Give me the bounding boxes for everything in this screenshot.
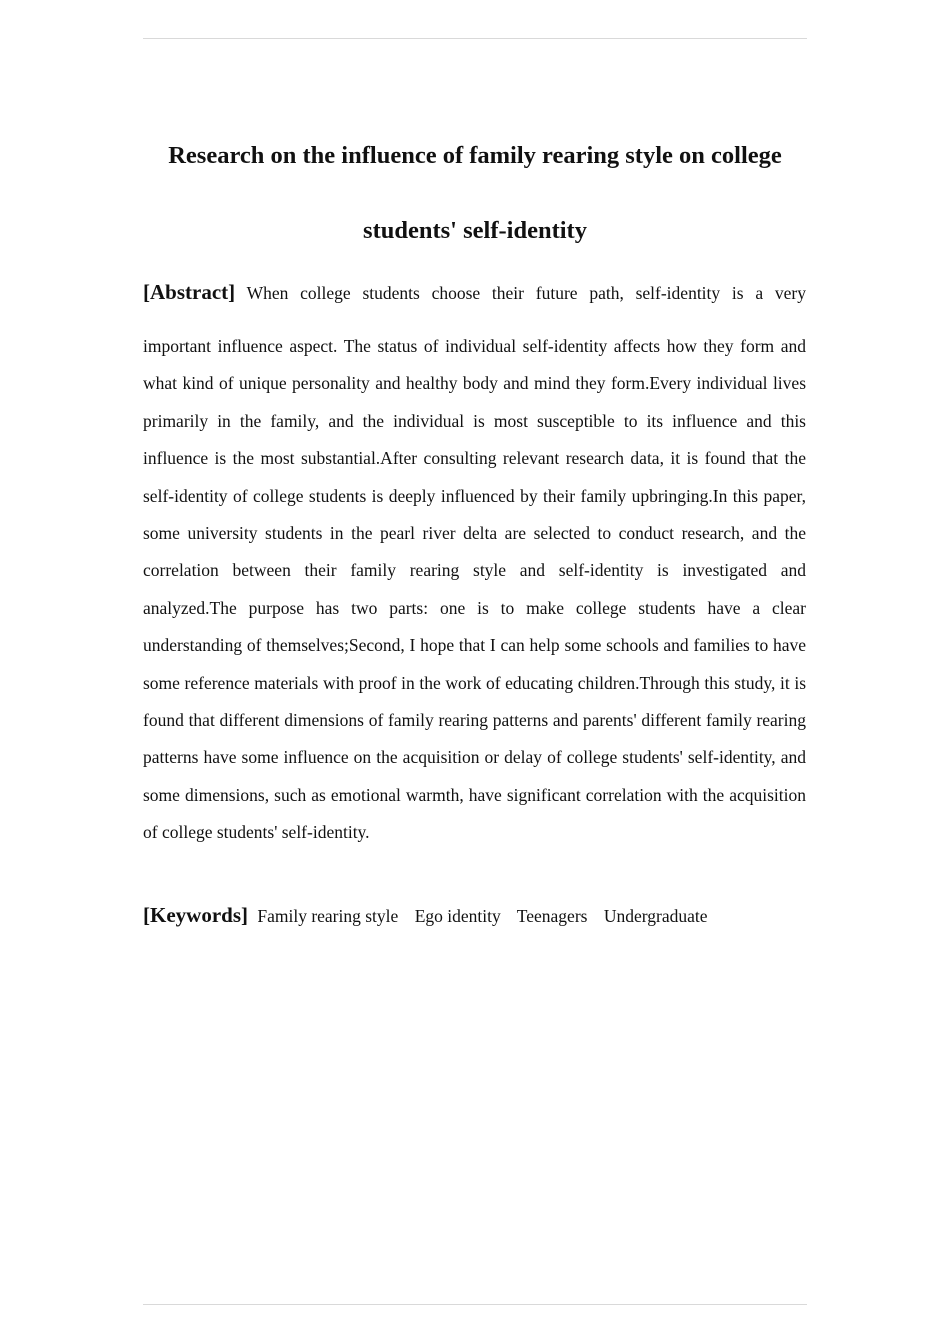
abstract-section bbox=[143, 278, 806, 852]
keyword-item: Family rearing style bbox=[257, 906, 399, 926]
keyword-item: Undergraduate bbox=[603, 906, 708, 926]
page-title bbox=[143, 118, 807, 268]
abstract-lead-text: When college students choose their future path, self-identity is a very bbox=[246, 283, 806, 303]
abstract-first-line bbox=[143, 278, 806, 307]
title-line-1: Research on the influence of family rearing style on college bbox=[168, 142, 782, 169]
keyword-item: Teenagers bbox=[516, 906, 588, 926]
keyword-item: Ego identity bbox=[414, 906, 501, 926]
title-line-2: students' self-identity bbox=[363, 217, 587, 244]
footer-rule bbox=[143, 1304, 807, 1305]
header-rule bbox=[143, 38, 807, 39]
keywords-section bbox=[143, 900, 806, 931]
abstract-body: important influence aspect. The status of individual self-identity affects how they form and what kind of unique personality and healthy body and mind they form.Every individual lives primarily in the family, and the individual is most susceptible to its influence and this influence is the most substantial.After consulting relevant research data, it is found that the self-identity of college students is deeply influenced by their family upbringing.In this paper, some university students in the pearl river delta are selected to conduct research, and the correlation between their family rearing style and self-identity is investigated and analyzed.The purpose has two parts: one is to make college students have a clear understanding of themselves;Second, I hope that I can help some schools and families to have some reference materials with proof in the work of educating children.Through this study, it is found that different dimensions of family rearing patterns and parents' different family rearing patterns have some influence on the acquisition or delay of college students' self-identity, and some dimensions, such as emotional warmth, have significant correlation with the acquisition of college students' self-identity. bbox=[143, 336, 806, 843]
abstract-label: [Abstract] bbox=[143, 280, 236, 304]
keywords-label: [Keywords] bbox=[143, 903, 248, 927]
